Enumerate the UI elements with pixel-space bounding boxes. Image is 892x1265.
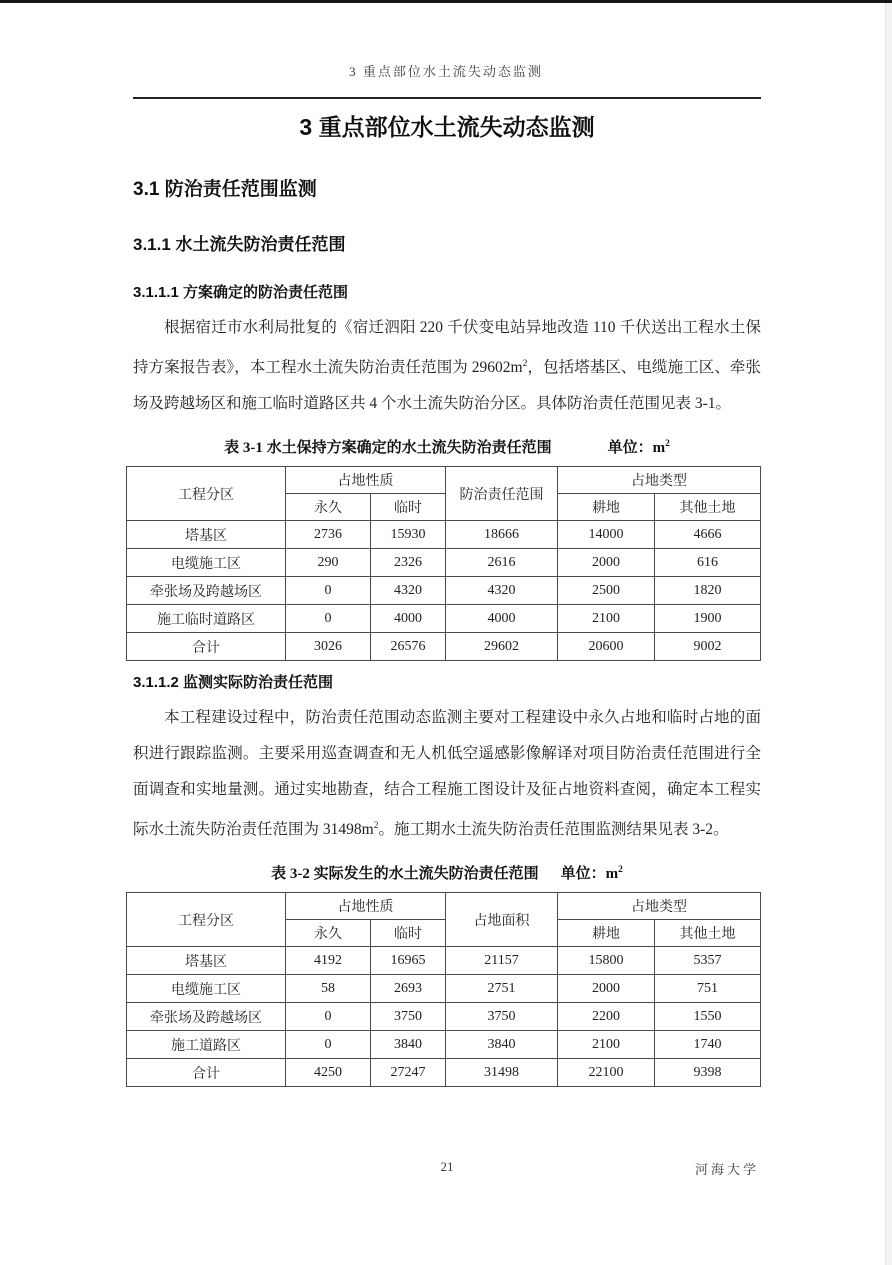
table-cell: 2616 bbox=[446, 549, 558, 577]
table-cell: 施工临时道路区 bbox=[127, 605, 286, 633]
table-cell: 1900 bbox=[655, 605, 761, 633]
table-cell: 施工道路区 bbox=[127, 1031, 286, 1059]
table-3-2-caption bbox=[133, 862, 761, 883]
table-cell: 4666 bbox=[655, 521, 761, 549]
page-title: 3 重点部位水土流失动态监测 bbox=[299, 114, 595, 140]
table-cell: 1820 bbox=[655, 577, 761, 605]
table-cell: 2100 bbox=[558, 1031, 655, 1059]
table-cell: 22100 bbox=[558, 1059, 655, 1087]
table-cell: 3026 bbox=[286, 633, 371, 661]
table-cell: 4000 bbox=[371, 605, 446, 633]
superscript-square: 2 bbox=[618, 865, 623, 876]
table-cell: 2326 bbox=[371, 549, 446, 577]
table-cell: 0 bbox=[286, 1003, 371, 1031]
institution-name: 河海大学 bbox=[694, 1162, 759, 1177]
table-header-other-land: 其他土地 bbox=[655, 920, 761, 947]
table-cell: 2000 bbox=[558, 549, 655, 577]
table-row-total bbox=[127, 633, 761, 661]
table-cell: 31498 bbox=[446, 1059, 558, 1087]
table-cell: 3840 bbox=[446, 1031, 558, 1059]
table-cell: 0 bbox=[286, 1031, 371, 1059]
table-cell: 2500 bbox=[558, 577, 655, 605]
caption-text: 表 3-2 实际发生的水土流失防治责任范围 bbox=[271, 866, 539, 883]
paragraph-text: ，包括塔基区、电缆施工区、牵张场及跨越场区和施工临时道路区共 4 个水土流失防治分区。具体防治责任范围见表 3-1。 bbox=[133, 359, 761, 413]
table-cell: 5357 bbox=[655, 947, 761, 975]
paragraph-text: 。施工期水土流失防治责任范围监测结果见表 3-2。 bbox=[378, 821, 729, 839]
table-header-land-type: 占地类型 bbox=[558, 467, 761, 494]
table-cell: 合计 bbox=[127, 1059, 286, 1087]
table-cell: 20600 bbox=[558, 633, 655, 661]
table-cell: 1550 bbox=[655, 1003, 761, 1031]
table-row bbox=[127, 577, 761, 605]
table-cell: 2693 bbox=[371, 975, 446, 1003]
table-cell: 2000 bbox=[558, 975, 655, 1003]
table-cell: 电缆施工区 bbox=[127, 975, 286, 1003]
table-header-land-type: 占地类型 bbox=[558, 893, 761, 920]
table-cell: 3750 bbox=[446, 1003, 558, 1031]
table-header-temporary: 临时 bbox=[371, 920, 446, 947]
table-cell: 14000 bbox=[558, 521, 655, 549]
page-number: 21 bbox=[440, 1159, 454, 1174]
table-cell: 4320 bbox=[446, 577, 558, 605]
header-rule bbox=[133, 97, 761, 99]
scan-edge-artifact bbox=[885, 3, 892, 1265]
unit-label: 单位：m bbox=[607, 440, 666, 457]
table-cell: 4250 bbox=[286, 1059, 371, 1087]
table-cell: 751 bbox=[655, 975, 761, 1003]
table-cell: 2100 bbox=[558, 605, 655, 633]
table-cell: 616 bbox=[655, 549, 761, 577]
table-cell: 15800 bbox=[558, 947, 655, 975]
table-cell: 9002 bbox=[655, 633, 761, 661]
table-header-permanent: 永久 bbox=[286, 494, 371, 521]
paragraph-text: 本工程建设过程中，防治责任范围动态监测主要对工程建设中永久占地和临时占地的面积进行跟踪监测。主要采用巡查调查和无人机低空遥感影像解译对项目防治责任范围进行全面调查和实地量测。通过实地勘查，结合工程施工图设计及征占地资料查阅，确定本工程实际水土流失防治责任范围为 31498m bbox=[133, 709, 761, 839]
table-cell: 58 bbox=[286, 975, 371, 1003]
table-header-farmland: 耕地 bbox=[558, 494, 655, 521]
unit-label: 单位：m bbox=[560, 866, 619, 883]
table-cell: 2736 bbox=[286, 521, 371, 549]
table-cell: 21157 bbox=[446, 947, 558, 975]
table-row bbox=[127, 605, 761, 633]
table-header-permanent: 永久 bbox=[286, 920, 371, 947]
table-header-zone: 工程分区 bbox=[127, 467, 286, 521]
heading-3-1-1-2: 3.1.1.2 监测实际防治责任范围 bbox=[133, 674, 334, 692]
table-cell: 29602 bbox=[446, 633, 558, 661]
page-content bbox=[133, 109, 761, 1087]
table-row bbox=[127, 1003, 761, 1031]
table-3-2 bbox=[126, 892, 761, 1087]
table-cell: 15930 bbox=[371, 521, 446, 549]
table-header-other-land: 其他土地 bbox=[655, 494, 761, 521]
superscript-square: 2 bbox=[522, 358, 528, 369]
table-cell: 16965 bbox=[371, 947, 446, 975]
table-cell: 27247 bbox=[371, 1059, 446, 1087]
paragraph-text: 根据宿迁市水利局批复的《宿迁泗阳 220 千伏变电站异地改造 110 千伏送出工程水土保持方案报告表》，本工程水土流失防治责任范围为 29602m bbox=[133, 319, 761, 377]
table-cell: 合计 bbox=[127, 633, 286, 661]
table-cell: 4192 bbox=[286, 947, 371, 975]
table-header-responsibility-scope: 防治责任范围 bbox=[446, 467, 558, 521]
table-header-temporary: 临时 bbox=[371, 494, 446, 521]
table-cell: 塔基区 bbox=[127, 521, 286, 549]
table-cell: 0 bbox=[286, 577, 371, 605]
caption-text: 表 3-1 水土保持方案确定的水土流失防治责任范围 bbox=[224, 440, 552, 457]
table-cell: 26576 bbox=[371, 633, 446, 661]
paragraph-actual-scope bbox=[133, 700, 761, 848]
table-cell: 牵张场及跨越场区 bbox=[127, 1003, 286, 1031]
table-cell: 1740 bbox=[655, 1031, 761, 1059]
table-cell: 2200 bbox=[558, 1003, 655, 1031]
table-3-1 bbox=[126, 466, 761, 661]
table-cell: 3750 bbox=[371, 1003, 446, 1031]
heading-3-1-1: 3.1.1 水土流失防治责任范围 bbox=[133, 235, 346, 254]
table-cell: 3840 bbox=[371, 1031, 446, 1059]
table-cell: 牵张场及跨越场区 bbox=[127, 577, 286, 605]
table-cell: 4320 bbox=[371, 577, 446, 605]
heading-3-1-1-1: 3.1.1.1 方案确定的防治责任范围 bbox=[133, 284, 349, 301]
table-header-occupation-nature: 占地性质 bbox=[286, 893, 446, 920]
table-cell: 电缆施工区 bbox=[127, 549, 286, 577]
table-cell: 0 bbox=[286, 605, 371, 633]
table-cell: 塔基区 bbox=[127, 947, 286, 975]
table-row bbox=[127, 549, 761, 577]
superscript-square: 2 bbox=[665, 439, 670, 450]
running-header: 3 重点部位水土流失动态监测 bbox=[349, 64, 543, 79]
table-header-farmland: 耕地 bbox=[558, 920, 655, 947]
table-cell: 290 bbox=[286, 549, 371, 577]
table-header-occupation-nature: 占地性质 bbox=[286, 467, 446, 494]
table-header-occupied-area: 占地面积 bbox=[446, 893, 558, 947]
table-row bbox=[127, 947, 761, 975]
table-row-total bbox=[127, 1059, 761, 1087]
table-header-zone: 工程分区 bbox=[127, 893, 286, 947]
table-cell: 18666 bbox=[446, 521, 558, 549]
table-3-1-caption bbox=[133, 436, 761, 457]
table-row bbox=[127, 521, 761, 549]
table-cell: 4000 bbox=[446, 605, 558, 633]
superscript-square: 2 bbox=[373, 820, 379, 832]
paragraph-plan-scope bbox=[133, 310, 761, 422]
heading-3-1: 3.1 防治责任范围监测 bbox=[133, 179, 317, 200]
table-row bbox=[127, 1031, 761, 1059]
table-cell: 9398 bbox=[655, 1059, 761, 1087]
table-cell: 2751 bbox=[446, 975, 558, 1003]
table-row bbox=[127, 975, 761, 1003]
